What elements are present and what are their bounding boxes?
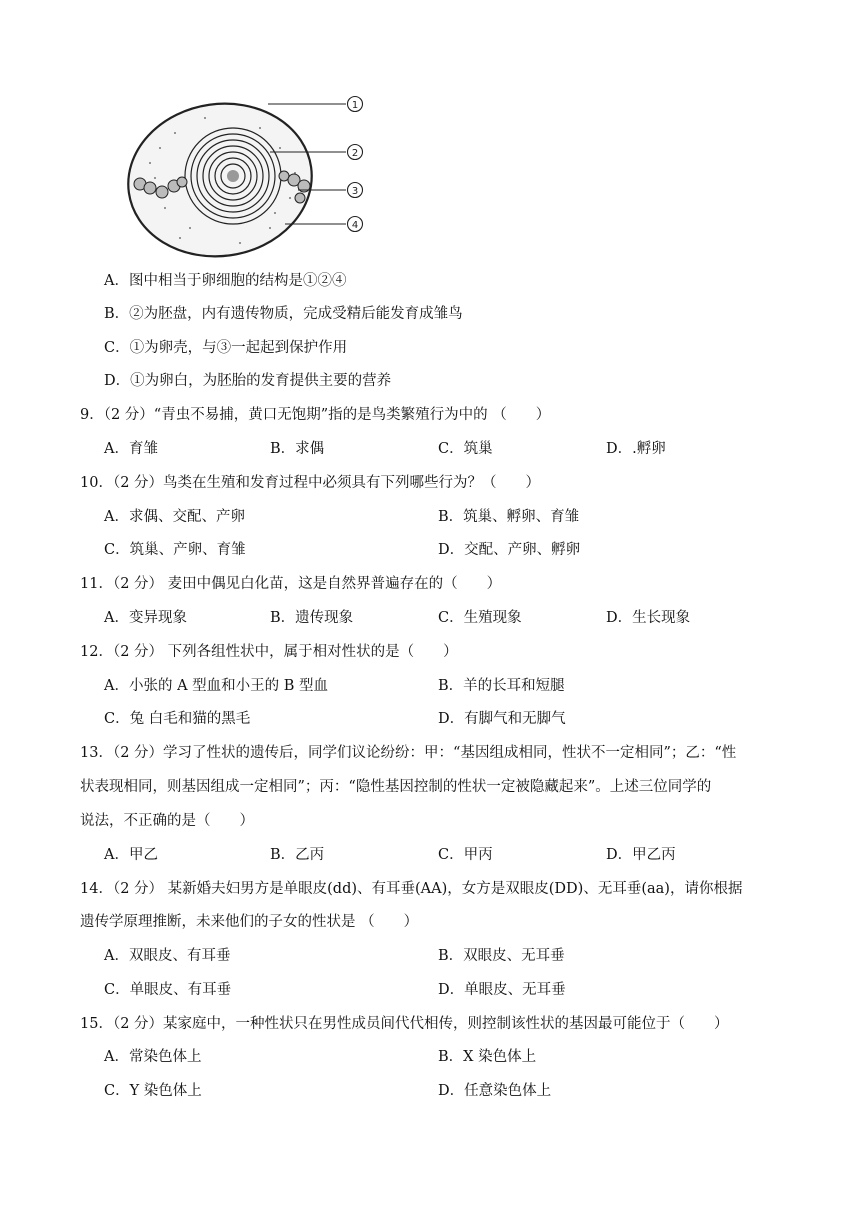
q12-stem: 12．（2 分） 下列各组性状中，属于相对性状的是（ ） <box>80 644 458 660</box>
q14-stem-line-2: 遗传学原理推断，未来他们的子女的性状是 （ ） <box>80 914 419 930</box>
q8-option-a: A．图中相当于卵细胞的结构是①②④ <box>104 273 347 289</box>
q11-stem: 11．（2 分） 麦田中偶见白化苗，这是自然界普遍存在的（ ） <box>80 576 502 592</box>
q13-option-c: C．甲丙 <box>438 847 493 863</box>
q9-option-d: D．.孵卵 <box>606 441 666 457</box>
q8-option-d: D．①为卵白，为胚胎的发育提供主要的营养 <box>104 373 392 389</box>
egg-structure-diagram <box>120 88 380 268</box>
q14-option-d: D．单眼皮、无耳垂 <box>438 982 566 998</box>
q12-option-b: B．羊的长耳和短腿 <box>438 678 565 694</box>
q12-option-c: C．兔 白毛和猫的黑毛 <box>104 711 251 727</box>
q15-option-a: A．常染色体上 <box>104 1049 202 1065</box>
q10-option-b: B．筑巢、孵卵、育雏 <box>438 509 580 525</box>
q15-stem: 15．（2 分）某家庭中，一种性状只在男性成员间代代相传，则控制该性状的基因最可能位于（ ） <box>80 1016 729 1032</box>
q14-option-a: A．双眼皮、有耳垂 <box>104 948 231 964</box>
q12-option-a: A．小张的 A 型血和小王的 B 型血 <box>104 678 329 694</box>
q9-stem: 9．（2 分）“青虫不易捕，黄口无饱期”指的是鸟类繁殖行为中的 （ ） <box>80 407 551 423</box>
q14-stem-line-1: 14．（2 分） 某新婚夫妇男方是单眼皮(dd)、有耳垂(AA)，女方是双眼皮(DD)、无耳垂(aa)，请你根据 <box>80 881 743 897</box>
q10-option-c: C．筑巢、产卵、育雏 <box>104 542 246 558</box>
q9-option-c: C．筑巢 <box>438 441 493 457</box>
q8-option-c: C．①为卵壳，与③一起起到保护作用 <box>104 340 348 356</box>
q11-option-a: A．变异现象 <box>104 610 187 626</box>
q12-option-d: D．有脚气和无脚气 <box>438 711 566 727</box>
figure-label-4: 4 <box>351 220 359 231</box>
figure-label-2: 2 <box>351 148 359 159</box>
q9-option-a: A．育雏 <box>104 441 158 457</box>
q9-option-b: B．求偶 <box>270 441 325 457</box>
figure-label-3: 3 <box>351 186 359 197</box>
q15-option-d: D．任意染色体上 <box>438 1083 552 1099</box>
q13-option-d: D．甲乙丙 <box>606 847 676 863</box>
q13-stem-line-3: 说法，不正确的是（ ） <box>80 813 254 829</box>
q11-option-c: C．生殖现象 <box>438 610 522 626</box>
q13-stem-line-2: 状表现相同，则基因组成一定相同”；丙：“隐性基因控制的性状一定被隐藏起来”。上述三位同学的 <box>80 779 712 795</box>
q13-stem-line-1: 13．（2 分）学习了性状的遗传后，同学们议论纷纷：甲：“基因组成相同，性状不一定相同”；乙：“性 <box>80 745 737 761</box>
q10-stem: 10．（2 分）鸟类在生殖和发育过程中必须具有下列哪些行为？（ ） <box>80 475 541 491</box>
q8-option-b: B．②为胚盘，内有遗传物质，完成受精后能发育成雏鸟 <box>104 306 463 322</box>
q11-option-d: D．生长现象 <box>606 610 691 626</box>
q10-option-a: A．求偶、交配、产卵 <box>104 509 245 525</box>
q14-option-b: B．双眼皮、无耳垂 <box>438 948 565 964</box>
q10-option-d: D．交配、产卵、孵卵 <box>438 542 581 558</box>
q15-option-c: C．Y 染色体上 <box>104 1083 202 1099</box>
q13-option-b: B．乙丙 <box>270 847 325 863</box>
q13-option-a: A．甲乙 <box>104 847 158 863</box>
q11-option-b: B．遗传现象 <box>270 610 354 626</box>
figure-label-1: 1 <box>351 100 359 111</box>
q15-option-b: B．X 染色体上 <box>438 1049 537 1065</box>
q14-option-c: C．单眼皮、有耳垂 <box>104 982 232 998</box>
